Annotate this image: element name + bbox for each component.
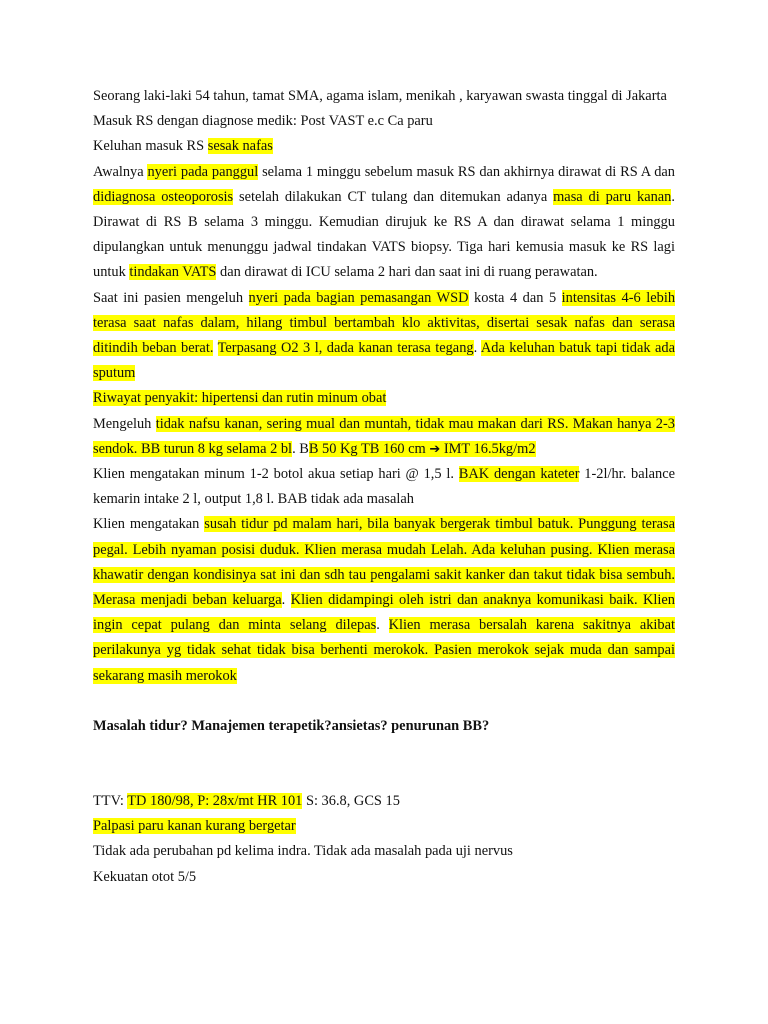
highlight-run: Palpasi paru kanan kurang bergetar <box>93 818 296 835</box>
text-run: TTV: <box>93 793 128 810</box>
text-run: Klien mengatakan <box>93 516 205 533</box>
highlight-run: intensitas 4-6 lebih terasa saat nafas dalam, hilang timbul bertambah klo aktivitas, disertai sesak nafas dan serasa ditindih beban berat. <box>93 289 676 357</box>
paragraph-medical-diagnosis <box>93 109 675 134</box>
text-run: setelah dilakukan CT tulang dan ditemukan adanya <box>233 188 554 205</box>
paragraph-disease-history <box>93 386 675 411</box>
text-run: . Dirawat di RS B selama 3 minggu. Kemudian dirujuk ke RS A dan dirawat selama 1 minggu dipulangkan untuk menunggu jadwal tindakan VATS biopsy. Tiga hari kemusia masuk ke RS lagi untuk <box>93 188 675 281</box>
paragraph-problem-questions <box>93 714 675 739</box>
text-run: . <box>281 592 291 609</box>
text-run: Awalnya <box>93 163 148 180</box>
text-run: Masalah tidur? Manajemen terapetik?ansietas? penurunan BB? <box>93 717 490 734</box>
text-run: Saat ini pasien mengeluh <box>93 289 249 306</box>
document-page <box>93 84 675 890</box>
paragraph-admission-complaint <box>93 134 675 159</box>
text-run: . B <box>292 440 309 457</box>
highlight-run: Klien merasa bersalah karena sakitnya akibat perilakunya yg tidak sehat tidak bisa berhenti merokok. Pasien merokok sejak muda dan sampai sekarang masih merokok <box>93 617 675 684</box>
highlight-run: tindakan VATS <box>129 264 217 281</box>
text-run: kosta 4 dan 5 <box>468 289 562 306</box>
text-run: dan dirawat di ICU selama 2 hari dan saat ini di ruang perawatan. <box>216 264 598 281</box>
text-run <box>213 340 217 356</box>
text-run: IMT 16.5kg/m2 <box>440 440 536 457</box>
text-run: Tidak ada perubahan pd kelima indra. Tidak ada masalah pada uji nervus <box>93 843 513 860</box>
text-run: Kekuatan otot 5/5 <box>93 868 197 885</box>
paragraph-palpation <box>93 814 675 839</box>
paragraph-current-complaint <box>93 286 675 387</box>
paragraph-vital-signs <box>93 789 675 814</box>
highlight-run: nyeri pada bagian pemasangan WSD <box>248 289 469 306</box>
highlight-run: masa di paru kanan <box>553 188 672 205</box>
highlight-run: Ada keluhan batuk tapi tidak ada sputum <box>93 340 675 382</box>
paragraph-senses <box>93 839 675 864</box>
right-arrow-icon: ➔ <box>429 441 441 457</box>
paragraph-muscle-strength <box>93 865 675 890</box>
text-run: selama 1 minggu sebelum masuk RS dan akhirnya dirawat di RS A dan <box>258 163 675 180</box>
highlight-run: susah tidur pd malam hari, bila banyak bergerak timbul batuk. Punggung terasa pegal. Lebih nyaman posisi duduk. Klien merasa mudah Lelah. Ada keluhan pusing. Klien merasa khawatir dengan kondisinya sat ini dan sdh tau pengalami sakit kanker dan takut tidak bisa sembuh. Merasa menjadi beban keluarga <box>93 516 675 609</box>
text-run: Keluhan masuk RS <box>93 138 208 155</box>
highlight-run: Terpasang O2 3 l, dada kanan terasa tegang <box>217 340 474 357</box>
highlight-run: TD 180/98, P: 28x/mt HR 101 <box>127 793 303 810</box>
paragraph-history <box>93 160 675 286</box>
text-run: Masuk RS dengan diagnose medik: Post VAST e.c Ca paru <box>93 113 433 130</box>
highlight-run: sesak nafas <box>207 138 273 155</box>
highlight-run: didiagnosa osteoporosis <box>93 188 234 205</box>
paragraph-nutrition <box>93 412 675 462</box>
blank-line <box>93 689 675 714</box>
text-run: 1-2l/hr. balance kemarin intake 2 l, output 1,8 l. BAB tidak ada masalah <box>93 466 675 508</box>
text-run: Mengeluh <box>93 415 156 432</box>
paragraph-patient-identity <box>93 84 675 109</box>
highlight-run: tidak nafsu kanan, sering mual dan muntah, tidak mau makan dari RS. Makan hanya 2-3 sendok. BB turun 8 kg selama 2 bl <box>93 415 675 457</box>
blank-lines <box>93 739 675 789</box>
text-run: B 50 Kg TB 160 cm <box>308 440 430 457</box>
highlight-run: BAK dengan kateter <box>458 466 580 483</box>
paragraph-psychosocial <box>93 512 675 688</box>
text-run: . <box>473 340 481 357</box>
text-run: Seorang laki-laki 54 tahun, tamat SMA, agama islam, menikah , karyawan swasta tinggal di Jakarta <box>93 88 667 104</box>
paragraph-elimination <box>93 462 675 512</box>
text-run: S: 36.8, GCS 15 <box>302 793 400 810</box>
highlight-run-bmi <box>309 441 536 457</box>
text-run: Klien mengatakan minum 1-2 botol akua setiap hari @ 1,5 l. <box>93 466 459 483</box>
highlight-run: nyeri pada panggul <box>147 163 259 180</box>
highlight-run: Riwayat penyakit: hipertensi dan rutin minum obat <box>93 390 387 407</box>
text-run: . <box>376 617 389 634</box>
highlight-run: Klien didampingi oleh istri dan anaknya komunikasi baik. Klien ingin cepat pulang dan minta selang dilepas <box>93 592 676 634</box>
